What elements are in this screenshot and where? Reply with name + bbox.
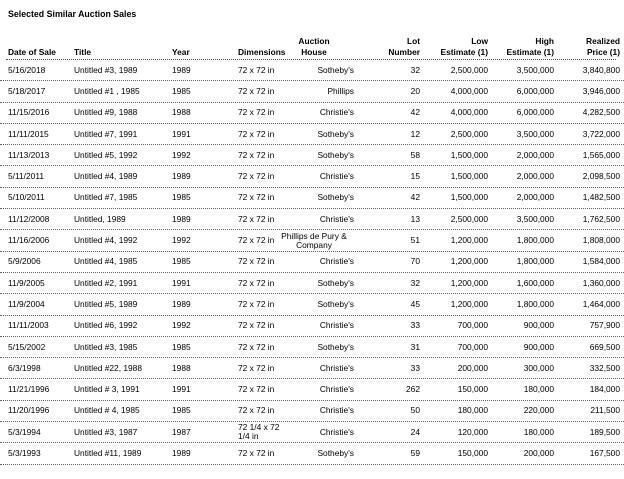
cell-high-estimate: 3,500,000 bbox=[516, 128, 554, 139]
cell-date-of-sale: 11/11/2003 bbox=[8, 320, 49, 331]
header-lot-line1: Lot bbox=[406, 36, 420, 46]
cell-high-estimate: 900,000 bbox=[523, 320, 554, 331]
cell-year: 1989 bbox=[172, 447, 191, 458]
cell-date-of-sale: 11/15/2016 bbox=[8, 107, 50, 118]
cell-auction-house-text: Phillips bbox=[327, 85, 354, 96]
cell-realized-price: 1,762,500 bbox=[582, 213, 620, 224]
cell-year: 1992 bbox=[172, 235, 191, 246]
cell-date-of-sale: 11/9/2004 bbox=[8, 298, 45, 309]
cell-year: 1985 bbox=[172, 256, 191, 267]
header-high-line1: High bbox=[535, 36, 554, 46]
cell-title: Untitled #2, 1991 bbox=[74, 277, 138, 288]
cell-high-estimate: 1,800,000 bbox=[516, 298, 554, 309]
cell-high-estimate: 2,000,000 bbox=[516, 149, 554, 160]
cell-realized-price: 184,000 bbox=[589, 384, 620, 395]
cell-date-of-sale: 11/9/2005 bbox=[8, 277, 45, 288]
cell-realized-price: 1,482,500 bbox=[582, 192, 620, 203]
cell-realized-price: 1,584,000 bbox=[582, 256, 620, 267]
cell-auction-house-text: Phillips de Pury & Company bbox=[281, 230, 347, 250]
table-row bbox=[0, 337, 624, 358]
header-date: Date of Sale bbox=[8, 47, 56, 57]
cell-year: 1985 bbox=[172, 341, 191, 352]
cell-lot-number: 33 bbox=[410, 320, 420, 331]
table-row bbox=[0, 209, 624, 230]
cell-auction-house-text: Christie's bbox=[319, 171, 354, 182]
cell-title: Untitled #4, 1985 bbox=[74, 256, 138, 267]
cell-lot-number: 58 bbox=[410, 149, 420, 160]
cell-dimensions: 72 1/4 x 72 1/4 in bbox=[238, 422, 280, 442]
cell-high-estimate: 1,600,000 bbox=[516, 277, 554, 288]
cell-realized-price: 189,500 bbox=[589, 426, 620, 437]
cell-realized-price: 1,464,000 bbox=[582, 298, 620, 309]
cell-lot-number: 42 bbox=[410, 192, 420, 203]
cell-title: Untitled #3, 1989 bbox=[74, 64, 138, 75]
cell-high-estimate: 6,000,000 bbox=[516, 107, 554, 118]
cell-lot-number: 262 bbox=[406, 384, 420, 395]
cell-dimensions: 72 x 72 in bbox=[238, 341, 275, 352]
cell-low-estimate: 700,000 bbox=[457, 341, 488, 352]
cell-lot-number: 33 bbox=[410, 362, 420, 373]
cell-auction-house bbox=[274, 103, 354, 123]
cell-year: 1989 bbox=[172, 213, 191, 224]
cell-lot-number: 59 bbox=[410, 447, 420, 458]
cell-auction-house-text: Christie's bbox=[319, 213, 354, 224]
cell-low-estimate: 180,000 bbox=[457, 405, 488, 416]
header-price-line2: Price (1) bbox=[586, 47, 620, 57]
header-lot-line2: Number bbox=[388, 47, 420, 57]
cell-auction-house-text: Sotheby's bbox=[317, 341, 354, 352]
cell-auction-house bbox=[274, 273, 354, 293]
cell-low-estimate: 120,000 bbox=[457, 426, 488, 437]
cell-lot-number: 12 bbox=[410, 128, 420, 139]
header-year: Year bbox=[172, 47, 190, 57]
table-row bbox=[0, 316, 624, 337]
cell-lot-number: 15 bbox=[410, 171, 420, 182]
cell-auction-house-text: Christie's bbox=[319, 405, 354, 416]
header-low-estimate bbox=[428, 36, 488, 58]
cell-year: 1992 bbox=[172, 149, 191, 160]
cell-title: Untitled #9, 1988 bbox=[74, 107, 138, 118]
cell-auction-house-text: Sotheby's bbox=[317, 149, 354, 160]
cell-high-estimate: 1,800,000 bbox=[516, 235, 554, 246]
cell-date-of-sale: 11/21/1996 bbox=[8, 384, 50, 395]
cell-dimensions: 72 x 72 in bbox=[238, 149, 275, 160]
cell-date-of-sale: 5/3/1994 bbox=[8, 426, 41, 437]
cell-auction-house bbox=[274, 252, 354, 272]
cell-low-estimate: 4,000,000 bbox=[450, 107, 488, 118]
cell-dimensions: 72 x 72 in bbox=[238, 64, 275, 75]
table-row bbox=[0, 60, 624, 81]
cell-auction-house bbox=[274, 145, 354, 165]
cell-auction-house-text: Christie's bbox=[319, 426, 354, 437]
header-lot-number bbox=[370, 36, 420, 58]
cell-date-of-sale: 5/10/2011 bbox=[8, 192, 45, 203]
cell-high-estimate: 2,000,000 bbox=[516, 192, 554, 203]
header-low-line1: Low bbox=[471, 36, 488, 46]
header-dimensions: Dimensions bbox=[238, 47, 286, 57]
cell-year: 1985 bbox=[172, 85, 191, 96]
cell-auction-house-text: Sotheby's bbox=[317, 447, 354, 458]
table-row bbox=[0, 294, 624, 315]
cell-high-estimate: 3,500,000 bbox=[516, 64, 554, 75]
cell-dimensions: 72 x 72 in bbox=[238, 107, 275, 118]
cell-title: Untitled #4, 1992 bbox=[74, 235, 138, 246]
cell-dimensions: 72 x 72 in bbox=[238, 362, 275, 373]
table-row bbox=[0, 252, 624, 273]
cell-title: Untitled #6, 1992 bbox=[74, 320, 138, 331]
cell-dimensions: 72 x 72 in bbox=[238, 192, 275, 203]
cell-high-estimate: 900,000 bbox=[523, 341, 554, 352]
table-header bbox=[0, 36, 624, 58]
cell-year: 1991 bbox=[172, 128, 191, 139]
cell-dimensions: 72 x 72 in bbox=[238, 384, 275, 395]
cell-realized-price: 3,946,000 bbox=[582, 85, 620, 96]
cell-high-estimate: 180,000 bbox=[523, 384, 554, 395]
header-realized-price bbox=[560, 36, 620, 58]
cell-realized-price: 3,840,800 bbox=[582, 64, 620, 75]
cell-lot-number: 20 bbox=[410, 85, 420, 96]
cell-auction-house bbox=[274, 209, 354, 229]
cell-low-estimate: 150,000 bbox=[457, 447, 488, 458]
cell-year: 1988 bbox=[172, 107, 191, 118]
cell-date-of-sale: 6/3/1998 bbox=[8, 362, 41, 373]
cell-title: Untitled #11, 1989 bbox=[74, 447, 142, 458]
cell-low-estimate: 1,200,000 bbox=[450, 277, 488, 288]
cell-year: 1991 bbox=[172, 384, 191, 395]
cell-dimensions: 72 x 72 in bbox=[238, 256, 275, 267]
cell-title: Untitled #1 , 1985 bbox=[74, 85, 140, 96]
cell-auction-house-text: Sotheby's bbox=[317, 277, 354, 288]
cell-title: Untitled #5, 1989 bbox=[74, 298, 138, 309]
cell-auction-house-text: Sotheby's bbox=[317, 64, 354, 75]
cell-auction-house bbox=[274, 294, 354, 314]
cell-date-of-sale: 11/12/2008 bbox=[8, 213, 50, 224]
cell-auction-house bbox=[274, 379, 354, 399]
cell-auction-house bbox=[274, 422, 354, 442]
cell-high-estimate: 300,000 bbox=[523, 362, 554, 373]
cell-auction-house-text: Christie's bbox=[319, 256, 354, 267]
cell-low-estimate: 2,500,000 bbox=[450, 64, 488, 75]
cell-low-estimate: 2,500,000 bbox=[450, 128, 488, 139]
table-row bbox=[0, 188, 624, 209]
cell-low-estimate: 1,200,000 bbox=[450, 235, 488, 246]
cell-title: Untitled #4, 1989 bbox=[74, 171, 138, 182]
cell-year: 1989 bbox=[172, 64, 191, 75]
cell-lot-number: 32 bbox=[410, 64, 420, 75]
cell-realized-price: 332,500 bbox=[589, 362, 620, 373]
header-high-line2: Estimate (1) bbox=[506, 47, 554, 57]
header-auction-house bbox=[274, 36, 354, 58]
cell-high-estimate: 200,000 bbox=[523, 447, 554, 458]
cell-low-estimate: 1,200,000 bbox=[450, 256, 488, 267]
cell-title: Untitled #5, 1992 bbox=[74, 149, 138, 160]
header-house-line1: Auction bbox=[298, 36, 330, 46]
cell-lot-number: 13 bbox=[410, 213, 420, 224]
cell-dimensions: 72 x 72 in bbox=[238, 320, 275, 331]
cell-realized-price: 1,808,000 bbox=[582, 235, 620, 246]
cell-title: Untitled, 1989 bbox=[74, 213, 126, 224]
cell-dimensions: 72 x 72 in bbox=[238, 277, 275, 288]
cell-date-of-sale: 11/11/2015 bbox=[8, 128, 49, 139]
table-row bbox=[0, 443, 624, 464]
cell-dimensions: 72 x 72 in bbox=[238, 213, 275, 224]
cell-auction-house bbox=[274, 316, 354, 336]
table-row bbox=[0, 230, 624, 251]
cell-auction-house-text: Sotheby's bbox=[317, 128, 354, 139]
cell-high-estimate: 6,000,000 bbox=[516, 85, 554, 96]
header-price-line1: Realized bbox=[586, 36, 620, 46]
header-house-line2: House bbox=[301, 47, 327, 57]
cell-dimensions: 72 x 72 in bbox=[238, 405, 275, 416]
cell-title: Untitled #22, 1988 bbox=[74, 362, 142, 373]
cell-auction-house bbox=[274, 124, 354, 144]
cell-date-of-sale: 11/16/2006 bbox=[8, 235, 50, 246]
cell-title: Untitled #3, 1985 bbox=[74, 341, 138, 352]
table-row bbox=[0, 358, 624, 379]
cell-auction-house-text: Sotheby's bbox=[317, 298, 354, 309]
cell-date-of-sale: 5/9/2006 bbox=[8, 256, 41, 267]
cell-dimensions: 72 x 72 in bbox=[238, 235, 275, 246]
cell-date-of-sale: 11/20/1996 bbox=[8, 405, 50, 416]
cell-date-of-sale: 5/11/2011 bbox=[8, 171, 45, 182]
cell-high-estimate: 220,000 bbox=[523, 405, 554, 416]
cell-title: Untitled #3, 1987 bbox=[74, 426, 138, 437]
cell-auction-house bbox=[274, 358, 354, 378]
cell-auction-house bbox=[274, 401, 354, 421]
cell-lot-number: 42 bbox=[410, 107, 420, 118]
cell-auction-house-text: Christie's bbox=[319, 362, 354, 373]
cell-auction-house bbox=[274, 337, 354, 357]
cell-dimensions: 72 x 72 in bbox=[238, 298, 275, 309]
table-body bbox=[0, 60, 624, 465]
cell-realized-price: 3,722,000 bbox=[582, 128, 620, 139]
cell-lot-number: 50 bbox=[410, 405, 420, 416]
cell-auction-house-text: Sotheby's bbox=[317, 192, 354, 203]
cell-year: 1989 bbox=[172, 171, 191, 182]
cell-realized-price: 2,098,500 bbox=[582, 171, 620, 182]
cell-high-estimate: 3,500,000 bbox=[516, 213, 554, 224]
page-title: Selected Similar Auction Sales bbox=[8, 9, 137, 19]
cell-low-estimate: 1,500,000 bbox=[450, 149, 488, 160]
header-high-estimate bbox=[494, 36, 554, 58]
cell-dimensions: 72 x 72 in bbox=[238, 171, 275, 182]
cell-title: Untitled #7, 1985 bbox=[74, 192, 138, 203]
cell-date-of-sale: 11/13/2013 bbox=[8, 149, 50, 160]
cell-year: 1987 bbox=[172, 426, 191, 437]
cell-date-of-sale: 5/15/2002 bbox=[8, 341, 46, 352]
cell-year: 1985 bbox=[172, 192, 191, 203]
table-row bbox=[0, 401, 624, 422]
cell-realized-price: 211,500 bbox=[590, 405, 620, 416]
cell-auction-house bbox=[274, 188, 354, 208]
cell-year: 1988 bbox=[172, 362, 191, 373]
table-row bbox=[0, 145, 624, 166]
cell-auction-house bbox=[274, 443, 354, 463]
cell-date-of-sale: 5/18/2017 bbox=[8, 85, 46, 96]
cell-title: Untitled #7, 1991 bbox=[74, 128, 138, 139]
table-row bbox=[0, 379, 624, 400]
cell-lot-number: 45 bbox=[410, 298, 420, 309]
cell-dimensions: 72 x 72 in bbox=[238, 85, 275, 96]
cell-lot-number: 24 bbox=[410, 426, 420, 437]
cell-year: 1991 bbox=[172, 277, 191, 288]
cell-auction-house bbox=[274, 60, 354, 80]
table-row bbox=[0, 166, 624, 187]
cell-low-estimate: 4,000,000 bbox=[450, 85, 488, 96]
cell-realized-price: 1,360,000 bbox=[582, 277, 620, 288]
cell-date-of-sale: 5/16/2018 bbox=[8, 64, 46, 75]
cell-dimensions: 72 x 72 in bbox=[238, 128, 275, 139]
cell-low-estimate: 150,000 bbox=[457, 384, 488, 395]
cell-high-estimate: 180,000 bbox=[523, 426, 554, 437]
cell-title: Untitled # 3, 1991 bbox=[74, 384, 140, 395]
cell-title: Untitled # 4, 1985 bbox=[74, 405, 140, 416]
cell-low-estimate: 2,500,000 bbox=[450, 213, 488, 224]
cell-low-estimate: 200,000 bbox=[457, 362, 488, 373]
cell-lot-number: 51 bbox=[410, 235, 420, 246]
cell-high-estimate: 1,800,000 bbox=[516, 256, 554, 267]
cell-lot-number: 70 bbox=[410, 256, 420, 267]
cell-realized-price: 4,282,500 bbox=[582, 107, 620, 118]
cell-dimensions: 72 x 72 in bbox=[238, 447, 275, 458]
cell-lot-number: 31 bbox=[410, 341, 420, 352]
cell-year: 1992 bbox=[172, 320, 191, 331]
cell-low-estimate: 1,200,000 bbox=[450, 298, 488, 309]
cell-realized-price: 1,565,000 bbox=[582, 149, 620, 160]
cell-year: 1989 bbox=[172, 298, 191, 309]
cell-high-estimate: 2,000,000 bbox=[516, 171, 554, 182]
table-row bbox=[0, 81, 624, 102]
cell-low-estimate: 1,500,000 bbox=[450, 192, 488, 203]
cell-lot-number: 32 bbox=[410, 277, 420, 288]
cell-realized-price: 669,500 bbox=[589, 341, 620, 352]
header-title: Title bbox=[74, 47, 92, 57]
cell-auction-house-text: Christie's bbox=[319, 320, 354, 331]
cell-low-estimate: 1,500,000 bbox=[450, 171, 488, 182]
cell-auction-house bbox=[274, 81, 354, 101]
cell-realized-price: 167,500 bbox=[589, 447, 620, 458]
table-row bbox=[0, 124, 624, 145]
cell-year: 1985 bbox=[172, 405, 191, 416]
cell-auction-house bbox=[274, 166, 354, 186]
cell-date-of-sale: 5/3/1993 bbox=[8, 447, 41, 458]
cell-realized-price: 757,900 bbox=[589, 320, 620, 331]
cell-auction-house-text: Christie's bbox=[319, 107, 354, 118]
table-row bbox=[0, 103, 624, 124]
cell-low-estimate: 700,000 bbox=[457, 320, 488, 331]
table-row bbox=[0, 422, 624, 443]
cell-auction-house-text: Christie's bbox=[319, 384, 354, 395]
cell-auction-house bbox=[274, 230, 354, 250]
table-row bbox=[0, 273, 624, 294]
header-low-line2: Estimate (1) bbox=[440, 47, 488, 57]
